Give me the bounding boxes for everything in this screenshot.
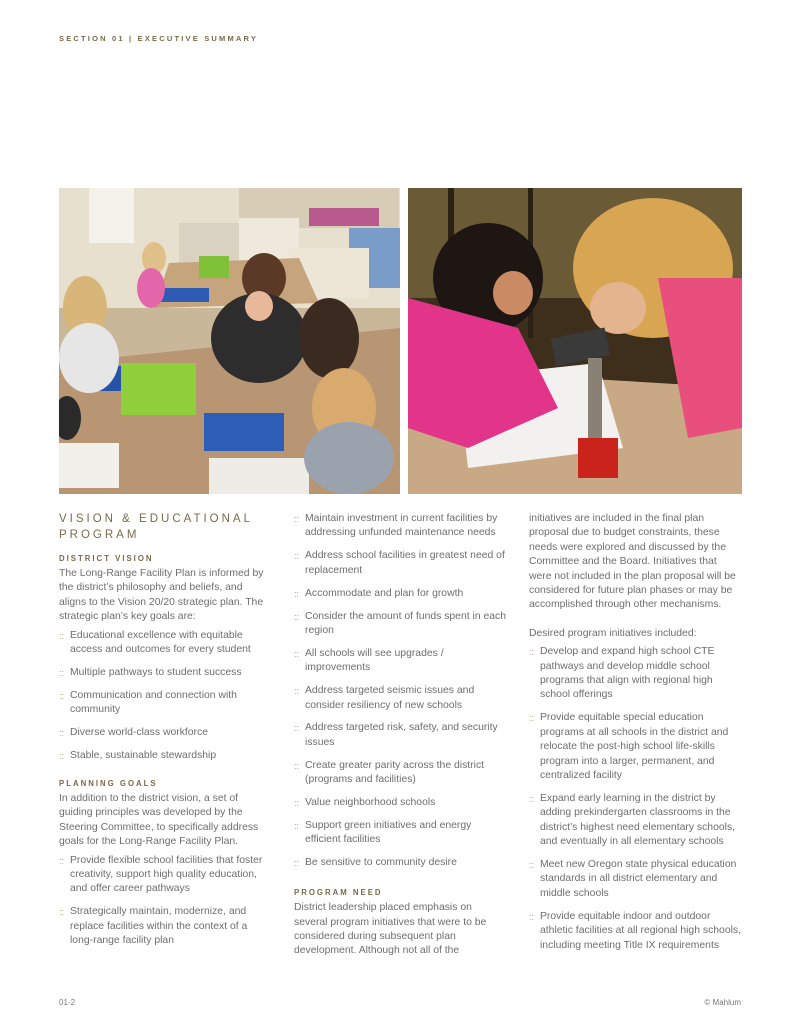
vision-goals-list xyxy=(59,629,271,764)
copyright: © Mahlum xyxy=(704,998,741,1007)
list-item: :: Support green initiatives and energy efficient facilities xyxy=(294,819,506,848)
planning-goals-heading: PLANNING GOALS xyxy=(59,778,158,788)
column-3 xyxy=(529,512,741,961)
district-vision-text: The Long-Range Facility Plan is informed by the district’s philosophy and beliefs, and aligns to the Vision 20/20 strategic plan. The strategic plan’s key goals are: xyxy=(59,568,264,623)
principles-list xyxy=(294,512,506,871)
list-item: :: Meet new Oregon state physical education standards in all district elementary and middle schools xyxy=(529,858,741,901)
students-tablet-photo xyxy=(408,188,742,494)
list-item: :: Strategically maintain, modernize, and replace facilities within the context of a long-range facility plan xyxy=(59,905,271,948)
list-item: :: Multiple pathways to student success xyxy=(59,666,271,680)
list-item: :: All schools will see upgrades / improvements xyxy=(294,647,506,676)
list-item: :: Communication and connection with community xyxy=(59,689,271,718)
program-need-text: District leadership placed emphasis on several program initiatives that were to be considered during subsequent plan development. Although not all of the xyxy=(294,902,487,957)
list-item: :: Provide flexible school facilities that foster creativity, support high quality education, and offer career pathways xyxy=(59,854,271,897)
list-item: :: Expand early learning in the district by adding prekindergarten classrooms in the district’s highest need elementary schools, and eventually in all elementary schools xyxy=(529,792,741,850)
list-item: :: Educational excellence with equitable access and outcomes for every student xyxy=(59,629,271,658)
program-need-heading: PROGRAM NEED xyxy=(294,888,383,898)
column-1 xyxy=(59,512,271,957)
classroom-photo xyxy=(59,188,400,494)
list-item: :: Address school facilities in greatest need of replacement xyxy=(294,549,506,578)
list-item: :: Accommodate and plan for growth xyxy=(294,587,506,601)
list-item: :: Provide equitable special education programs at all schools in the district and relocate the post-high school life-skills program into a larger, permanent, and centralized facility xyxy=(529,711,741,783)
list-item: :: Provide equitable indoor and outdoor athletic facilities at all regional high schools, including meeting Title IX requirements xyxy=(529,910,741,953)
initiatives-list xyxy=(529,645,741,953)
list-item: :: Be sensitive to community desire xyxy=(294,856,506,870)
vision-heading: VISION & EDUCATIONAL PROGRAM xyxy=(59,513,253,541)
list-item: :: Maintain investment in current facilities by addressing unfunded maintenance needs xyxy=(294,512,506,541)
list-item: :: Create greater parity across the district (programs and facilities) xyxy=(294,759,506,788)
column-2 xyxy=(294,512,506,959)
planning-goals-text: In addition to the district vision, a set of guiding principles was developed by the Steering Committee, to specifically address goals for the Long-Range Facility Plan. xyxy=(59,792,259,848)
list-item: :: Diverse world-class workforce xyxy=(59,726,271,740)
section-header: SECTION 01 | EXECUTIVE SUMMARY xyxy=(59,34,259,43)
program-need-continuation: initiatives are included in the final plan proposal due to budget constraints, these needs were explored and discussed by the Committee and the Board. Initiatives that were not included in the plan proposal will be considered for future plan phases or may be accomplished through other mechanisms. xyxy=(529,513,736,611)
list-item: :: Address targeted risk, safety, and security issues xyxy=(294,721,506,750)
list-item: :: Develop and expand high school CTE pathways and develop middle school programs that align with regional high school offerings xyxy=(529,645,741,703)
list-item: :: Value neighborhood schools xyxy=(294,796,506,810)
list-item: :: Stable, sustainable stewardship xyxy=(59,749,271,763)
list-item: :: Consider the amount of funds spent in each region xyxy=(294,610,506,639)
initiatives-intro: Desired program initiatives included: xyxy=(529,627,697,639)
planning-goals-list xyxy=(59,854,271,949)
district-vision-heading: DISTRICT VISION xyxy=(59,554,154,563)
page-number: 01-2 xyxy=(59,998,76,1007)
list-item: :: Address targeted seismic issues and consider resiliency of new schools xyxy=(294,684,506,713)
